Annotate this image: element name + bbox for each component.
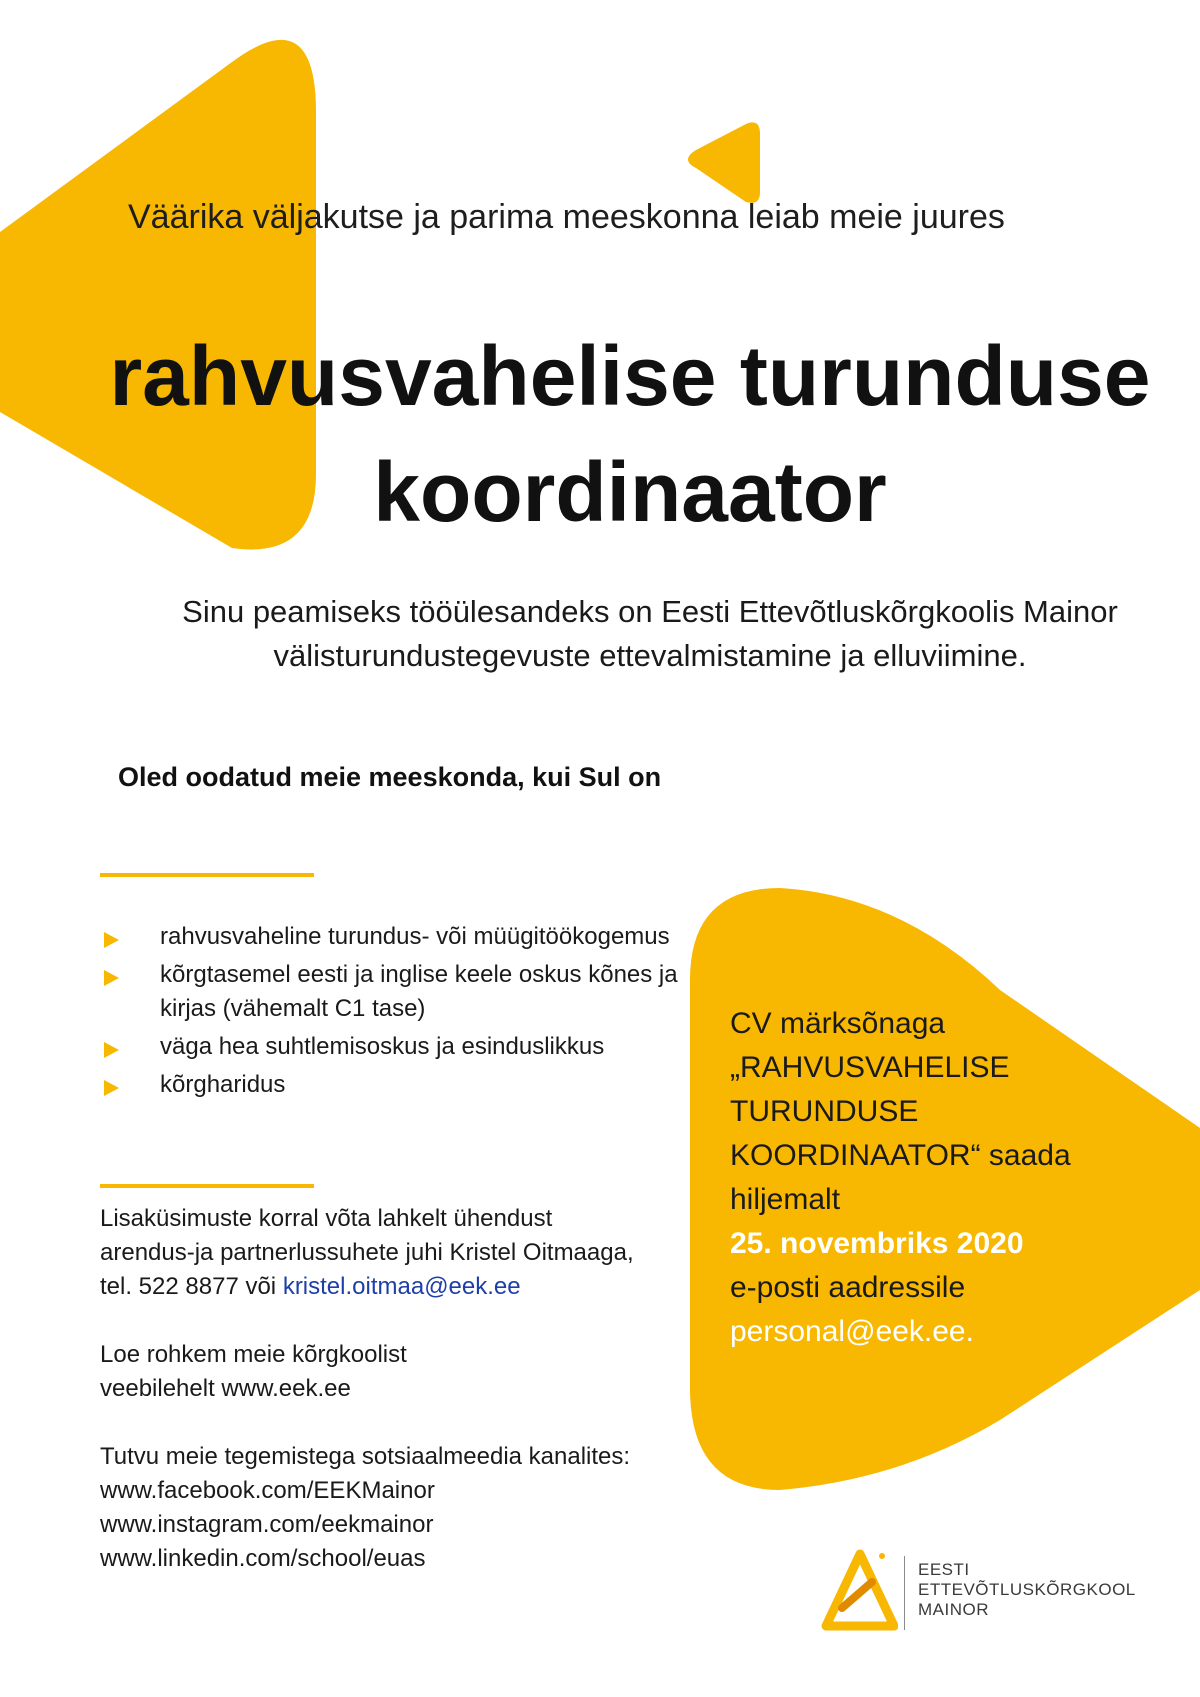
contact-paragraph	[100, 1202, 720, 1304]
list-item	[100, 920, 700, 954]
social-heading: Tutvu meie tegemistega sotsiaalmeedia kanalites:	[100, 1443, 631, 1470]
cta-line-2: „RAHVUSVAHELISE	[730, 1051, 1010, 1084]
website-line-1: Loe rohkem meie kõrgkoolist	[100, 1341, 407, 1368]
website-paragraph	[100, 1338, 720, 1406]
social-paragraph	[100, 1440, 720, 1576]
facebook-link[interactable]: www.facebook.com/EEKMainor	[100, 1477, 435, 1504]
logo-line-1: EESTI	[918, 1560, 970, 1579]
list-item	[100, 958, 700, 1026]
cta-line-4: KOORDINAATOR“ saada	[730, 1139, 1071, 1172]
eek-mainor-logo	[820, 1548, 1140, 1648]
logo-line-3: MAINOR	[918, 1600, 989, 1619]
triangle-bullet-icon	[102, 1041, 120, 1059]
divider-top	[100, 873, 314, 877]
cta-line-3: TURUNDUSE	[730, 1095, 919, 1128]
contact-line-2: arendus-ja partnerlussuhete juhi Kristel Oitmaaga,	[100, 1239, 634, 1266]
job-title	[100, 318, 1160, 550]
list-item	[100, 1068, 700, 1102]
cta-block	[730, 1002, 1150, 1354]
tagline: Väärika väljakutse ja parima meeskonna leiab meie juures	[128, 198, 1005, 236]
triangle-bullet-icon	[102, 1079, 120, 1097]
requirements-list	[100, 920, 700, 1106]
logo-divider	[904, 1556, 905, 1630]
logo-line-2: ETTEVÕTLUSKÕRGKOOL	[918, 1580, 1136, 1599]
small-triangle-shape	[688, 122, 760, 203]
intro-line-1: Sinu peamiseks tööülesandeks on Eesti Ettevõtluskõrgkoolis Mainor	[182, 594, 1118, 629]
intro-line-2: välisturundustegevuste ettevalmistamine ja elluviimine.	[273, 638, 1027, 673]
cta-line-5: hiljemalt	[730, 1183, 841, 1216]
requirement-text: kõrgtasemel eesti ja inglise keele oskus kõnes ja kirjas (vähemalt C1 tase)	[160, 961, 678, 1022]
contact-section	[100, 1202, 720, 1610]
divider-bottom	[100, 1184, 314, 1188]
cta-line-1: CV märksõnaga	[730, 1007, 946, 1040]
requirements-heading: Oled oodatud meie meeskonda, kui Sul on	[118, 762, 662, 792]
cta-email[interactable]: personal@eek.ee.	[730, 1315, 974, 1348]
requirement-text: kõrgharidus	[160, 1071, 286, 1098]
job-title-line-2: koordinaator	[373, 445, 887, 539]
triangle-bullet-icon	[102, 931, 120, 949]
requirement-text: rahvusvaheline turundus- või müügitöökogemus	[160, 923, 670, 950]
linkedin-link[interactable]: www.linkedin.com/school/euas	[100, 1545, 426, 1572]
list-item	[100, 1030, 700, 1064]
contact-phone: tel. 522 8877 või	[100, 1273, 283, 1300]
instagram-link[interactable]: www.instagram.com/eekmainor	[100, 1511, 434, 1538]
website-line-2: veebilehelt www.eek.ee	[100, 1375, 351, 1402]
intro-text	[100, 590, 1200, 678]
requirement-text: väga hea suhtlemisoskus ja esinduslikkus	[160, 1033, 605, 1060]
triangle-bullet-icon	[102, 969, 120, 987]
cta-line-7: e-posti aadressile	[730, 1271, 966, 1304]
job-title-line-1: rahvusvahelise turunduse	[109, 329, 1151, 423]
cta-deadline: 25. novembriks 2020	[730, 1227, 1024, 1260]
contact-line-1: Lisaküsimuste korral võta lahkelt ühendust	[100, 1205, 553, 1232]
contact-email-link[interactable]: kristel.oitmaa@eek.ee	[282, 1273, 521, 1300]
logo-text	[918, 1560, 1136, 1620]
eek-mainor-logo-icon	[820, 1548, 898, 1634]
